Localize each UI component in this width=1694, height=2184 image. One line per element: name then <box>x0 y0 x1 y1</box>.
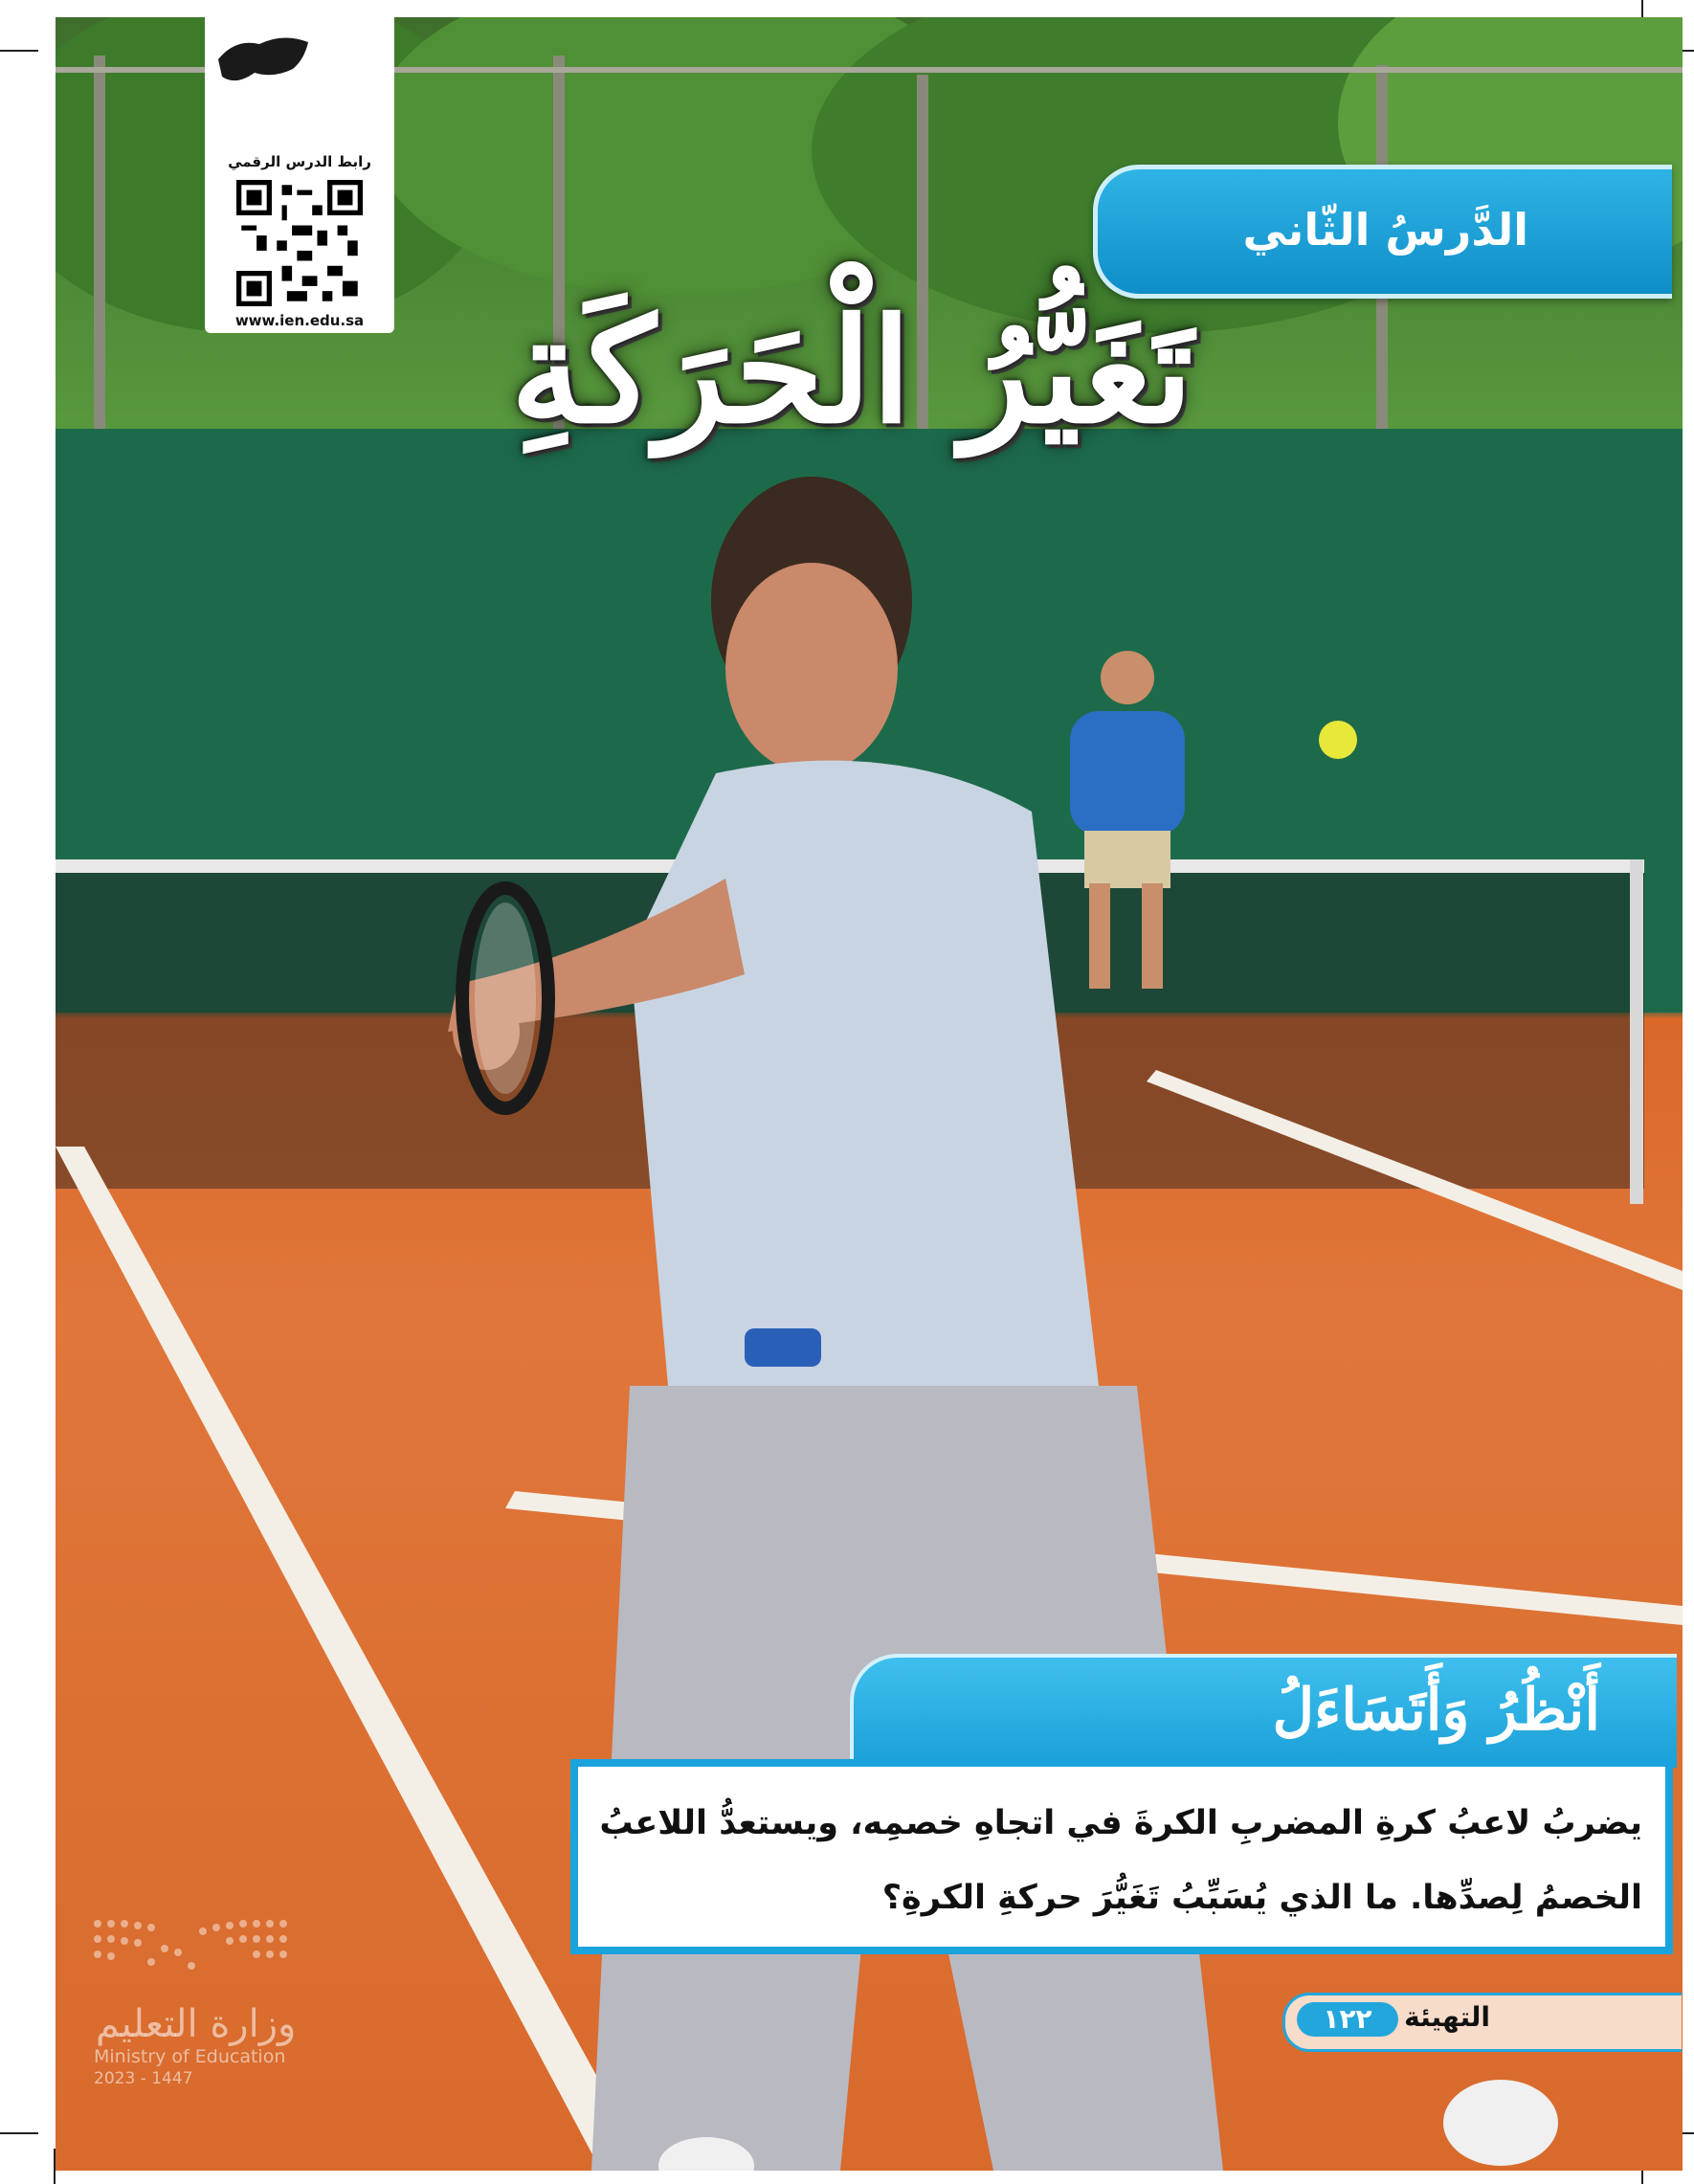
lesson-tag <box>1093 165 1672 299</box>
inquiry-header <box>850 1654 1677 1768</box>
crop-mark <box>0 50 38 52</box>
ministry-years: 2023 - 1447 <box>94 2069 193 2088</box>
ministry-arabic: وزارة التعليم <box>96 2002 297 2046</box>
qr-url[interactable]: www.ien.edu.sa <box>234 312 365 329</box>
inquiry-line: الخصمُ لِصدِّها. ما الذي يُسَبِّبُ تَغَيُّرَ حركةِ الكرةِ؟ <box>881 1879 1642 1917</box>
page-footer <box>1282 1993 1682 2052</box>
section-label: التهيئة <box>1404 2001 1490 2033</box>
ministry-english: Ministry of Education <box>94 2046 286 2067</box>
lesson-label: الدَّرسُ الثّاني <box>1242 204 1528 256</box>
inquiry-line: يضربُ لاعبُ كرةِ المضربِ الكرةَ في اتجاهِ خصمِه، ويستعدُّ اللاعبُ <box>599 1804 1642 1842</box>
lesson-title: تَغَيُّرُ الْحَرَكَةِ <box>510 287 1193 456</box>
inquiry-text <box>599 1786 1642 1935</box>
map-icon <box>216 31 312 98</box>
qr-code-icon[interactable] <box>232 180 368 306</box>
inquiry-box <box>570 1759 1673 1954</box>
page-number: ١٢٢ <box>1297 2002 1398 2037</box>
crop-mark <box>0 2132 38 2134</box>
qr-label: رابط الدرس الرقمي <box>228 153 371 170</box>
qr-card[interactable] <box>205 17 394 333</box>
inquiry-heading: أَنْظُرُ وَأَتَسَاءَلُ <box>1272 1677 1600 1744</box>
ministry-logo-icon <box>88 1914 308 1991</box>
